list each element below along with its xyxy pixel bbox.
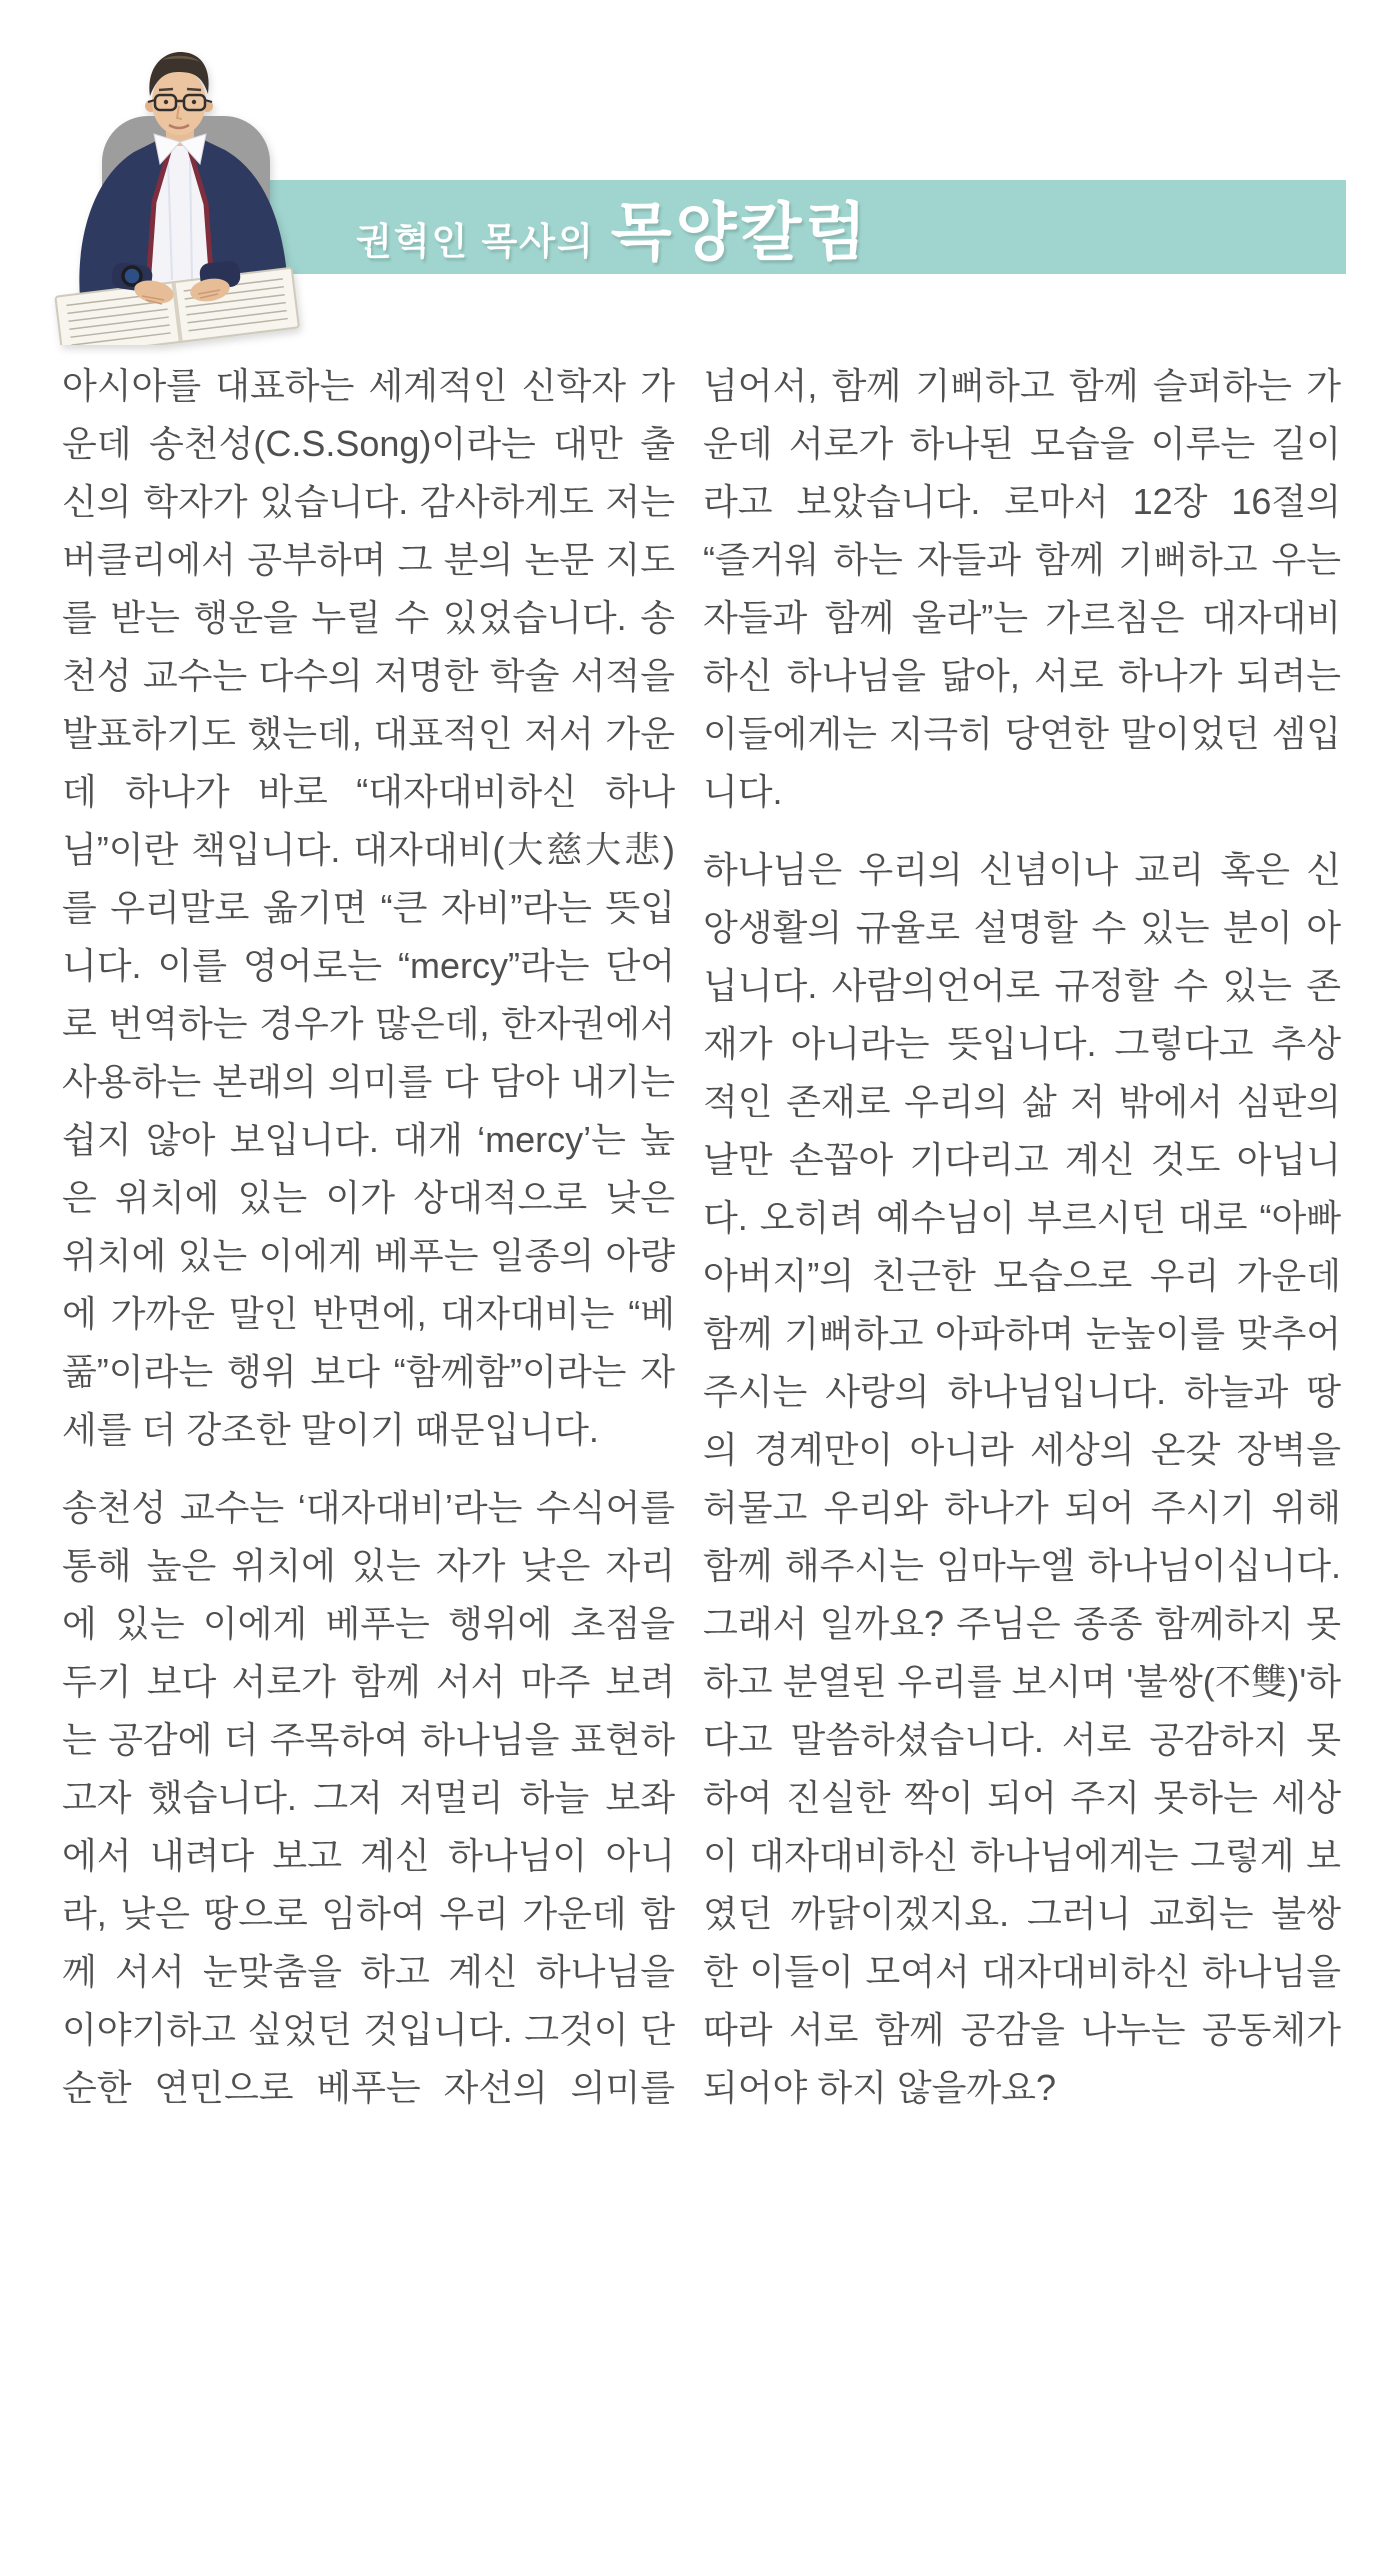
paragraph-2: 송천성 교수는 ‘대자대비’라는 수식어를 통해 높은 위치에 있는 자가 낮은 자리에 있는 이에게 베푸는 행위에 초점을 두기 보다 서로가 함께 서서 마주 보려는 공감에 더 주목하여 하나님을 표현하고자 했습니다. 그저 저멀리 하늘 보좌에서 내려다 보고 계신 하나님이 아니라, 낮은 땅으로 임하여 우리 가운데 함께 서서 눈맞춤을 하고 계신 하나님을 이야기하고 싶었던 것입니다. 그것이 단순한 연민으로 베푸는 자선의 의미를 bbox=[62, 1487, 675, 2108]
eyebrow-right bbox=[187, 89, 201, 90]
paragraph-2-continued: 넘어서, 함께 기뻐하고 함께 슬퍼하는 가운데 서로가 하나된 모습을 이루는 길이라고 보았습니다. 로마서 12장 16절의 “즐거워 하는 자들과 함께 기뻐하고 우는 자들과 함께 울라”는 가르침은 대자대비하신 하나님을 닮아, 서로 하나가 되려는 이들에게는 지극히 당연한 말이었던 셈입니다. bbox=[703, 365, 1341, 812]
article-left-column bbox=[62, 357, 675, 2117]
column-banner bbox=[260, 180, 1346, 274]
eyebrow-left bbox=[159, 89, 173, 90]
wrist-watch bbox=[123, 267, 141, 285]
banner-text bbox=[260, 182, 870, 273]
paragraph-1: 아시아를 대표하는 세계적인 신학자 가운데 송천성(C.S.Song)이라는 대만 출신의 학자가 있습니다. 감사하게도 저는 버클리에서 공부하며 그 분의 논문 지도를 받는 행운을 누릴 수 있었습니다. 송천성 교수는 다수의 저명한 학술 서적을 발표하기도 했는데, 대표적인 저서 가운데 하나가 바로 “대자대비하신 하나님”이란 책입니다. 대자대비(大慈大悲)를 우리말로 옮기면 “큰 자비”라는 뜻입니다. 이를 영어로는 “mercy”라는 단어로 번역하는 경우가 많은데, 한자권에서 사용하는 본래의 의미를 다 담아 내기는 쉽지 않아 보입니다. 대개 ‘mercy’는 높은 위치에 있는 이가 상대적으로 낮은 위치에 있는 이에게 베푸는 일종의 아량에 가까운 말인 반면에, 대자대비는 “베풂”이라는 행위 보다 “함께함”이라는 자세를 더 강조한 말이기 때문입니다. bbox=[62, 365, 675, 1450]
pastor-photo-illustration bbox=[42, 30, 312, 345]
eye-left bbox=[164, 100, 168, 104]
article-right-column bbox=[703, 357, 1341, 2117]
article-body bbox=[62, 357, 1341, 2117]
banner-title: 목양칼럼 bbox=[610, 197, 871, 268]
banner-prefix: 권혁인 목사의 bbox=[356, 220, 595, 262]
paragraph-3: 하나님은 우리의 신념이나 교리 혹은 신앙생활의 규율로 설명할 수 있는 분이 아닙니다. 사람의언어로 규정할 수 있는 존재가 아니라는 뜻입니다. 그렇다고 추상적인 존재로 우리의 삶 저 밖에서 심판의 날만 손꼽아 기다리고 계신 것도 아닙니다. 오히려 예수님이 부르시던 대로 “아빠 아버지”의 친근한 모습으로 우리 가운데 함께 기뻐하고 아파하며 눈높이를 맞추어 주시는 사랑의 하나님입니다. 하늘과 땅의 경계만이 아니라 세상의 온갖 장벽을 허물고 우리와 하나가 되어 주시기 위해 함께 해주시는 임마누엘 하나님이십니다. 그래서 일까요? 주님은 종종 함께하지 못하고 분열된 우리를 보시며 '불쌍(不雙)'하다고 말씀하셨습니다. 서로 공감하지 못하여 진실한 짝이 되어 주지 못하는 세상이 대자대비하신 하나님에게는 그렇게 보였던 까닭이겠지요. 그러니 교회는 불쌍한 이들이 모여서 대자대비하신 하나님을 따라 서로 함께 공감을 나누는 공동체가 되어야 하지 않을까요? bbox=[703, 849, 1341, 2108]
pastor-photo bbox=[42, 30, 312, 345]
eye-right bbox=[192, 100, 196, 104]
